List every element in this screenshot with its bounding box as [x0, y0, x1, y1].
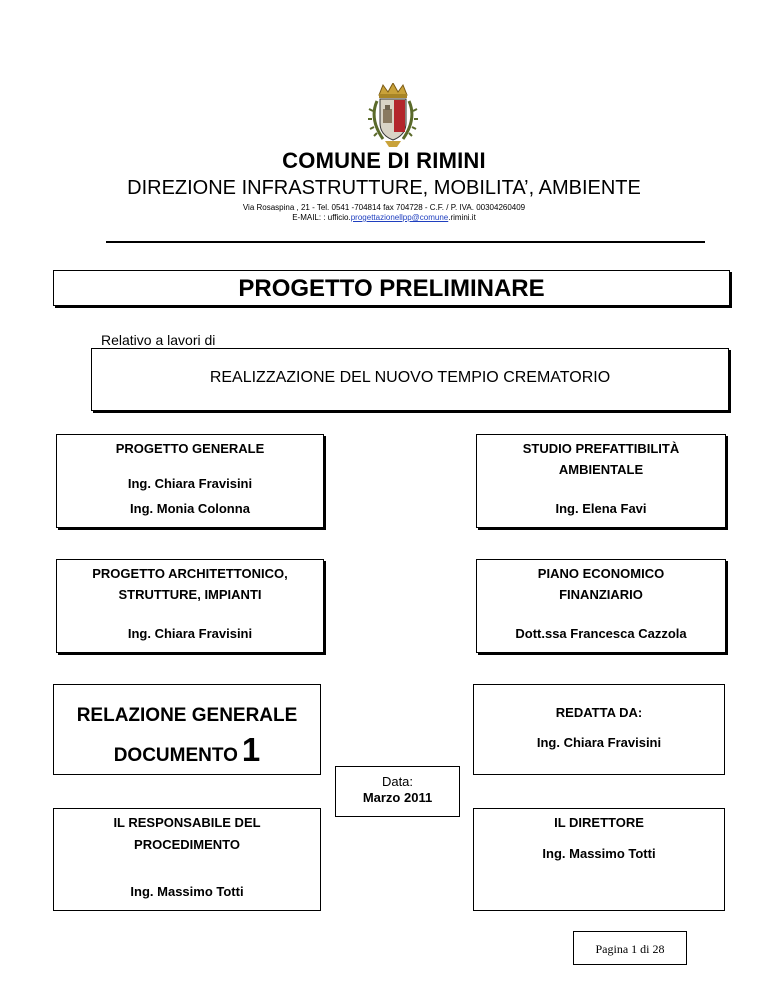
redatta-box — [473, 684, 725, 775]
piano-economico-box — [476, 559, 726, 653]
email-link[interactable]: progettazionellpp@comune — [350, 213, 449, 222]
email-suffix: .rimini.it — [448, 213, 476, 222]
studio-name: Ing. Elena Favi — [555, 501, 647, 516]
header-divider — [106, 241, 705, 243]
studio-prefattibilita-box — [476, 434, 726, 528]
document-title: PROGETTO PRELIMINARE — [238, 275, 545, 302]
studio-label-1: STUDIO PREFATTIBILITÀ — [522, 441, 680, 456]
email-prefix: E-MAIL: : ufficio. — [292, 213, 351, 222]
lavori-title: REALIZZAZIONE DEL NUOVO TEMPIO CREMATORIO — [209, 369, 611, 386]
address-line: Via Rosaspina , 21 - Tel. 0541 -704814 fax 704728 - C.F. / P. IVA. 00304260409 — [242, 203, 526, 212]
relazione-box — [53, 684, 321, 775]
direttore-box — [473, 808, 725, 911]
direttore-label: IL DIRETTORE — [554, 815, 644, 830]
direzione-subtitle: DIREZIONE INFRASTRUTTURE, MOBILITA’, AMBIENTE — [127, 177, 641, 199]
responsabile-box — [53, 808, 321, 911]
page-number-box — [573, 931, 687, 965]
piano-name: Dott.ssa Francesca Cazzola — [515, 626, 687, 641]
responsabile-name: Ing. Massimo Totti — [130, 884, 244, 899]
responsabile-label-2: PROCEDIMENTO — [134, 837, 240, 852]
architettonico-name: Ing. Chiara Fravisini — [127, 626, 253, 641]
title-box — [53, 270, 730, 306]
redatta-label: REDATTA DA: — [555, 705, 643, 720]
documento-word: DOCUMENTO — [113, 745, 238, 766]
progetto-generale-name2: Ing. Monia Colonna — [130, 501, 250, 516]
data-value: Marzo 2011 — [362, 790, 433, 805]
piano-label-1: PIANO ECONOMICO — [537, 566, 665, 581]
progetto-architettonico-box — [56, 559, 324, 653]
responsabile-label-1: IL RESPONSABILE DEL — [113, 815, 261, 830]
redatta-name: Ing. Chiara Fravisini — [536, 735, 662, 750]
relazione-title: RELAZIONE GENERALE — [76, 705, 298, 726]
email-line — [0, 213, 768, 222]
progetto-generale-label: PROGETTO GENERALE — [115, 441, 265, 456]
data-box — [335, 766, 460, 817]
page-number: Pagina 1 di 28 — [595, 942, 665, 956]
relativo-label: Relativo a lavori di — [101, 332, 216, 348]
direttore-name: Ing. Massimo Totti — [542, 846, 656, 861]
data-label: Data: — [381, 774, 414, 789]
documento-line — [54, 731, 320, 769]
progetto-generale-name1: Ing. Chiara Fravisini — [127, 476, 253, 491]
progetto-generale-box — [56, 434, 324, 528]
crest-icon — [363, 83, 423, 149]
architettonico-label-2: STRUTTURE, IMPIANTI — [118, 587, 262, 602]
lavori-box — [91, 348, 729, 411]
studio-label-2: AMBIENTALE — [558, 462, 644, 477]
piano-label-2: FINANZIARIO — [559, 587, 643, 602]
architettonico-label-1: PROGETTO ARCHITETTONICO, — [92, 566, 288, 581]
comune-title: COMUNE DI RIMINI — [282, 148, 486, 173]
documento-number: 1 — [241, 731, 261, 768]
